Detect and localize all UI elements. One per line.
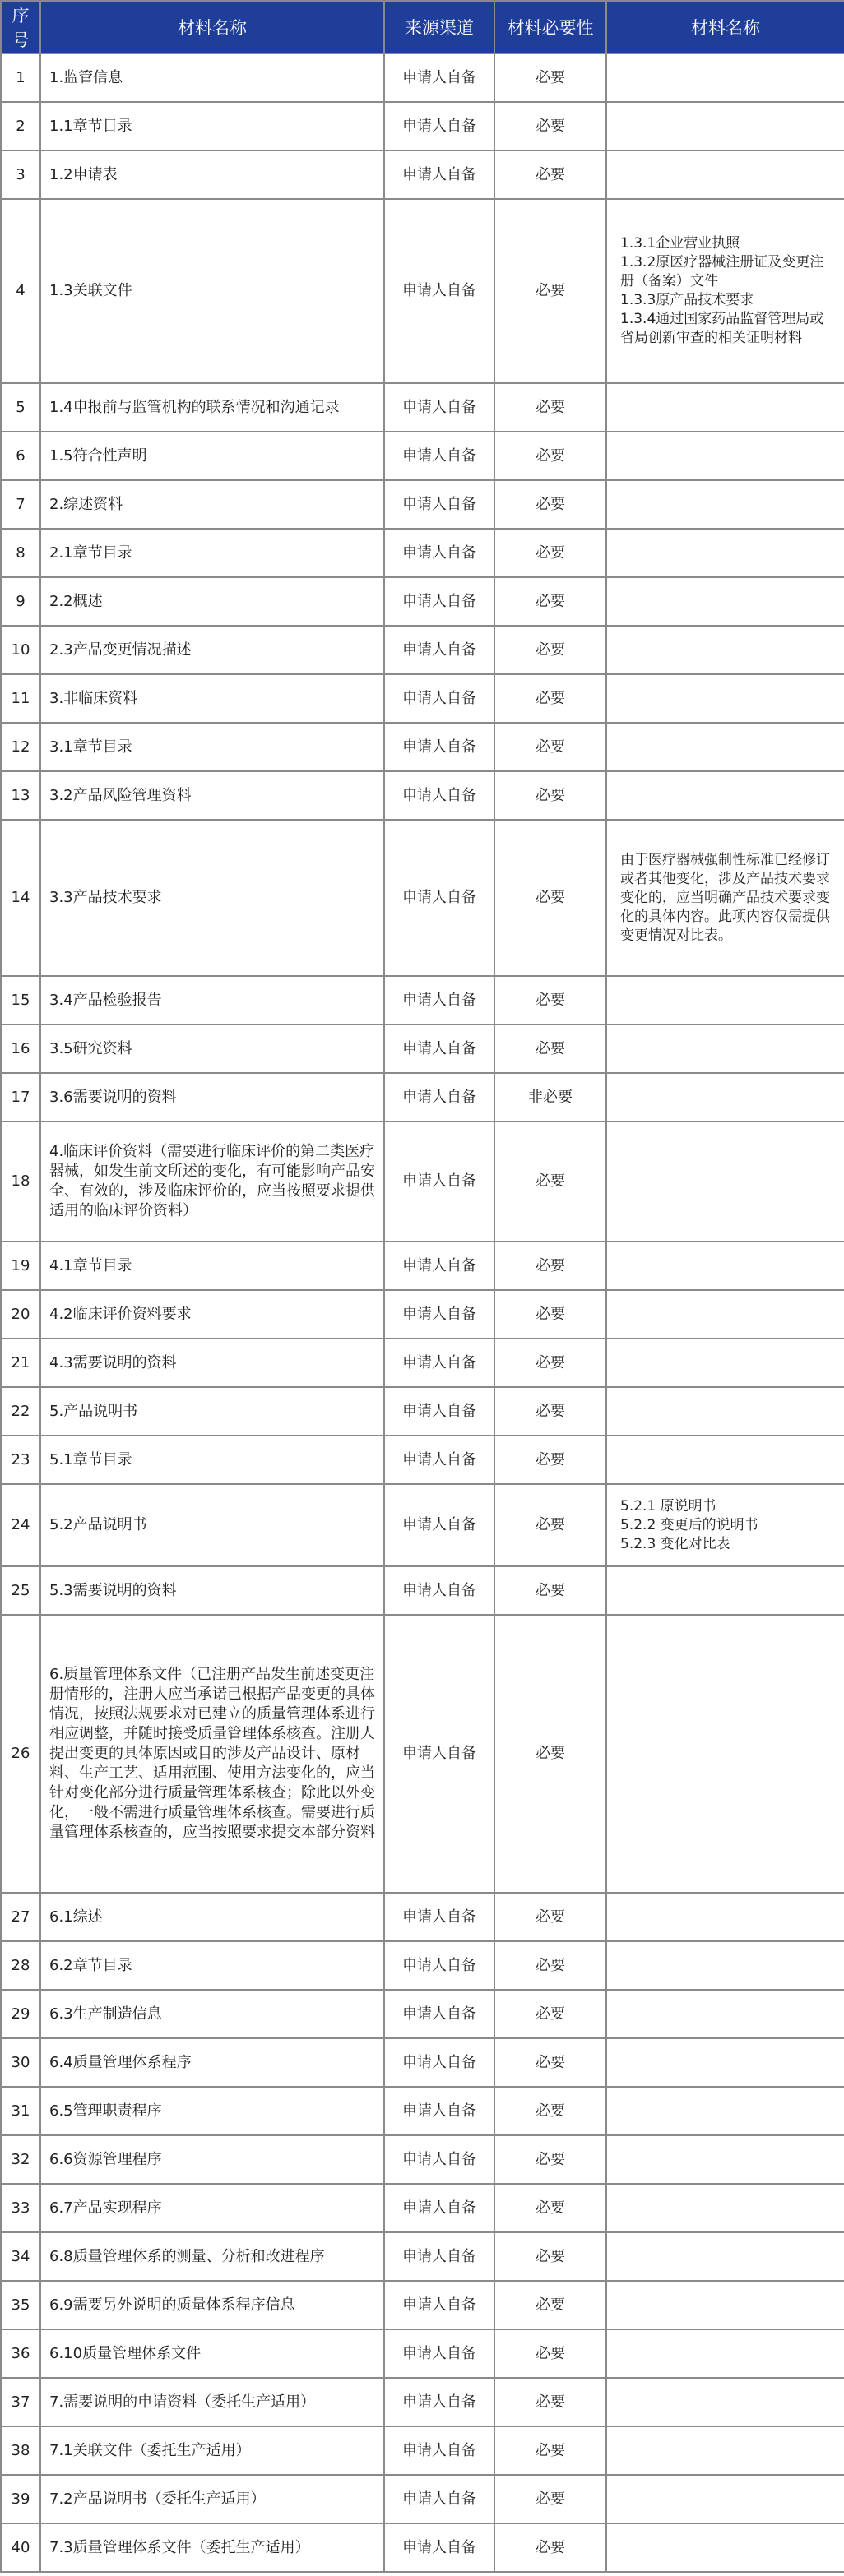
- row-material-detail: [606, 1339, 844, 1387]
- row-necessity: 非必要: [494, 1073, 606, 1122]
- row-necessity: 必要: [494, 2038, 606, 2087]
- header-serial-number: 序号: [1, 1, 40, 53]
- row-source-channel: 申请人自备: [384, 771, 494, 820]
- row-material-name: 1.5符合性声明: [40, 432, 384, 480]
- row-necessity: 必要: [494, 53, 606, 102]
- row-serial-number: 4: [1, 199, 40, 383]
- header-source-channel: 来源渠道: [384, 1, 494, 53]
- row-necessity: 必要: [494, 2135, 606, 2184]
- row-source-channel: 申请人自备: [384, 480, 494, 529]
- row-necessity: 必要: [494, 771, 606, 820]
- row-material-name: 3.6需要说明的资料: [40, 1073, 384, 1122]
- row-necessity: 必要: [494, 2426, 606, 2475]
- row-necessity: 必要: [494, 1024, 606, 1073]
- row-material-detail: [606, 383, 844, 432]
- row-material-name: 4.1章节目录: [40, 1242, 384, 1290]
- row-material-name: 7.需要说明的申请资料（委托生产适用）: [40, 2378, 384, 2426]
- row-material-name: 6.7产品实现程序: [40, 2184, 384, 2232]
- row-necessity: 必要: [494, 1893, 606, 1941]
- row-material-detail: [606, 1073, 844, 1122]
- row-material-detail: [606, 480, 844, 529]
- row-necessity: 必要: [494, 1941, 606, 1990]
- table-row: [1, 2281, 844, 2329]
- row-material-detail: [606, 432, 844, 480]
- row-source-channel: 申请人自备: [384, 1024, 494, 1073]
- row-necessity: 必要: [494, 820, 606, 976]
- table-row: [1, 53, 844, 102]
- row-material-name: 6.2章节目录: [40, 1941, 384, 1990]
- row-material-detail: [606, 102, 844, 150]
- row-necessity: 必要: [494, 2087, 606, 2135]
- row-material-name: 1.2申请表: [40, 150, 384, 199]
- table-row: [1, 2523, 844, 2572]
- row-source-channel: 申请人自备: [384, 53, 494, 102]
- row-source-channel: 申请人自备: [384, 1290, 494, 1339]
- row-necessity: 必要: [494, 1436, 606, 1484]
- row-serial-number: 9: [1, 577, 40, 626]
- row-material-name: 6.3生产制造信息: [40, 1990, 384, 2038]
- row-material-detail: [606, 674, 844, 723]
- row-serial-number: 40: [1, 2523, 40, 2572]
- row-serial-number: 26: [1, 1615, 40, 1893]
- row-material-detail: [606, 2135, 844, 2184]
- row-necessity: 必要: [494, 1484, 606, 1566]
- row-material-detail: [606, 1387, 844, 1436]
- row-necessity: 必要: [494, 626, 606, 674]
- row-serial-number: 33: [1, 2184, 40, 2232]
- row-source-channel: 申请人自备: [384, 2087, 494, 2135]
- row-source-channel: 申请人自备: [384, 1615, 494, 1893]
- table-body: [1, 53, 844, 2572]
- row-material-detail: [606, 2378, 844, 2426]
- row-source-channel: 申请人自备: [384, 432, 494, 480]
- row-serial-number: 5: [1, 383, 40, 432]
- table-row: [1, 1073, 844, 1122]
- row-material-name: 6.4质量管理体系程序: [40, 2038, 384, 2087]
- row-material-detail: [606, 1566, 844, 1615]
- row-material-detail: [606, 1290, 844, 1339]
- table-row: [1, 1122, 844, 1242]
- row-serial-number: 20: [1, 1290, 40, 1339]
- row-necessity: 必要: [494, 976, 606, 1024]
- row-necessity: 必要: [494, 2184, 606, 2232]
- row-material-name: 2.2概述: [40, 577, 384, 626]
- row-serial-number: 24: [1, 1484, 40, 1566]
- row-source-channel: 申请人自备: [384, 2232, 494, 2281]
- row-material-detail: [606, 53, 844, 102]
- row-source-channel: 申请人自备: [384, 2135, 494, 2184]
- row-necessity: 必要: [494, 1990, 606, 2038]
- row-source-channel: 申请人自备: [384, 1122, 494, 1242]
- row-necessity: 必要: [494, 432, 606, 480]
- row-serial-number: 29: [1, 1990, 40, 2038]
- row-serial-number: 18: [1, 1122, 40, 1242]
- row-serial-number: 34: [1, 2232, 40, 2281]
- row-material-name: 1.监管信息: [40, 53, 384, 102]
- row-material-name: 6.5管理职责程序: [40, 2087, 384, 2135]
- row-material-name: 3.5研究资料: [40, 1024, 384, 1073]
- row-material-name: 6.1综述: [40, 1893, 384, 1941]
- row-material-detail: [606, 2038, 844, 2087]
- row-serial-number: 32: [1, 2135, 40, 2184]
- row-serial-number: 27: [1, 1893, 40, 1941]
- row-material-detail: [606, 976, 844, 1024]
- row-serial-number: 28: [1, 1941, 40, 1990]
- table-row: [1, 626, 844, 674]
- row-material-detail: [606, 150, 844, 199]
- row-source-channel: 申请人自备: [384, 1893, 494, 1941]
- row-source-channel: 申请人自备: [384, 102, 494, 150]
- row-material-detail: [606, 1436, 844, 1484]
- row-serial-number: 8: [1, 529, 40, 577]
- row-material-detail: [606, 2475, 844, 2523]
- row-source-channel: 申请人自备: [384, 1387, 494, 1436]
- row-source-channel: 申请人自备: [384, 1073, 494, 1122]
- row-material-name: 5.2产品说明书: [40, 1484, 384, 1566]
- table-row: [1, 1566, 844, 1615]
- row-serial-number: 25: [1, 1566, 40, 1615]
- table-row: [1, 1893, 844, 1941]
- table-row: [1, 771, 844, 820]
- table-row: [1, 480, 844, 529]
- row-source-channel: 申请人自备: [384, 2281, 494, 2329]
- row-serial-number: 2: [1, 102, 40, 150]
- row-serial-number: 37: [1, 2378, 40, 2426]
- row-serial-number: 12: [1, 723, 40, 771]
- row-necessity: 必要: [494, 2232, 606, 2281]
- table-row: [1, 383, 844, 432]
- row-source-channel: 申请人自备: [384, 723, 494, 771]
- row-serial-number: 17: [1, 1073, 40, 1122]
- row-material-name: 5.1章节目录: [40, 1436, 384, 1484]
- row-material-detail: [606, 1893, 844, 1941]
- row-source-channel: 申请人自备: [384, 2378, 494, 2426]
- row-serial-number: 16: [1, 1024, 40, 1073]
- row-serial-number: 39: [1, 2475, 40, 2523]
- table-row: [1, 2329, 844, 2378]
- table-row: [1, 1339, 844, 1387]
- table-row: [1, 2184, 844, 2232]
- row-necessity: 必要: [494, 723, 606, 771]
- row-serial-number: 31: [1, 2087, 40, 2135]
- table-row: [1, 1290, 844, 1339]
- table-row: [1, 674, 844, 723]
- row-necessity: 必要: [494, 1242, 606, 1290]
- row-source-channel: 申请人自备: [384, 626, 494, 674]
- row-material-detail: [606, 626, 844, 674]
- table-row: [1, 1436, 844, 1484]
- row-serial-number: 30: [1, 2038, 40, 2087]
- row-source-channel: 申请人自备: [384, 2329, 494, 2378]
- table-row: [1, 2475, 844, 2523]
- row-material-detail: 5.2.1 原说明书 5.2.2 变更后的说明书 5.2.3 变化对比表: [606, 1484, 844, 1566]
- row-serial-number: 38: [1, 2426, 40, 2475]
- row-material-detail: [606, 1024, 844, 1073]
- header-material-detail: 材料名称: [606, 1, 844, 53]
- row-necessity: 必要: [494, 383, 606, 432]
- row-material-detail: [606, 723, 844, 771]
- row-material-name: 3.3产品技术要求: [40, 820, 384, 976]
- row-material-name: 4.2临床评价资料要求: [40, 1290, 384, 1339]
- row-material-name: 7.2产品说明书（委托生产适用）: [40, 2475, 384, 2523]
- row-material-name: 5.产品说明书: [40, 1387, 384, 1436]
- row-serial-number: 35: [1, 2281, 40, 2329]
- table-row: [1, 723, 844, 771]
- header-material-name: 材料名称: [40, 1, 384, 53]
- row-material-name: 6.9需要另外说明的质量体系程序信息: [40, 2281, 384, 2329]
- table-row: [1, 1615, 844, 1893]
- row-source-channel: 申请人自备: [384, 1990, 494, 2038]
- row-material-name: 5.3需要说明的资料: [40, 1566, 384, 1615]
- row-source-channel: 申请人自备: [384, 1436, 494, 1484]
- row-material-detail: [606, 2087, 844, 2135]
- row-necessity: 必要: [494, 2523, 606, 2572]
- row-material-name: 6.8质量管理体系的测量、分析和改进程序: [40, 2232, 384, 2281]
- row-serial-number: 10: [1, 626, 40, 674]
- row-source-channel: 申请人自备: [384, 674, 494, 723]
- row-material-detail: [606, 2523, 844, 2572]
- row-source-channel: 申请人自备: [384, 2426, 494, 2475]
- row-necessity: 必要: [494, 529, 606, 577]
- row-material-name: 3.4产品检验报告: [40, 976, 384, 1024]
- table-row: [1, 577, 844, 626]
- row-source-channel: 申请人自备: [384, 383, 494, 432]
- row-material-detail: 1.3.1企业营业执照 1.3.2原医疗器械注册证及变更注册（备案）文件 1.3.3原产品技术要求 1.3.4通过国家药品监督管理局或省局创新审查的相关证明材料: [606, 199, 844, 383]
- row-material-detail: [606, 1941, 844, 1990]
- row-material-detail: [606, 2426, 844, 2475]
- row-source-channel: 申请人自备: [384, 2475, 494, 2523]
- row-necessity: 必要: [494, 102, 606, 150]
- row-serial-number: 14: [1, 820, 40, 976]
- header-necessity: 材料必要性: [494, 1, 606, 53]
- row-material-name: 6.10质量管理体系文件: [40, 2329, 384, 2378]
- row-serial-number: 36: [1, 2329, 40, 2378]
- row-source-channel: 申请人自备: [384, 820, 494, 976]
- row-material-name: 2.1章节目录: [40, 529, 384, 577]
- row-source-channel: 申请人自备: [384, 1242, 494, 1290]
- row-necessity: 必要: [494, 674, 606, 723]
- row-necessity: 必要: [494, 2329, 606, 2378]
- table-header-row: [1, 1, 844, 53]
- row-source-channel: 申请人自备: [384, 2184, 494, 2232]
- row-material-name: 4.临床评价资料（需要进行临床评价的第二类医疗器械，如发生前文所述的变化，有可能影响产品安全、有效的，涉及临床评价的，应当按照要求提供适用的临床评价资料）: [40, 1122, 384, 1242]
- row-material-detail: [606, 2232, 844, 2281]
- row-source-channel: 申请人自备: [384, 150, 494, 199]
- row-necessity: 必要: [494, 199, 606, 383]
- row-necessity: 必要: [494, 1566, 606, 1615]
- row-material-name: 2.3产品变更情况描述: [40, 626, 384, 674]
- row-source-channel: 申请人自备: [384, 2523, 494, 2572]
- table-row: [1, 2378, 844, 2426]
- table-row: [1, 529, 844, 577]
- row-source-channel: 申请人自备: [384, 529, 494, 577]
- row-necessity: 必要: [494, 2378, 606, 2426]
- row-necessity: 必要: [494, 2281, 606, 2329]
- table-row: [1, 1024, 844, 1073]
- row-necessity: 必要: [494, 2475, 606, 2523]
- row-necessity: 必要: [494, 480, 606, 529]
- row-source-channel: 申请人自备: [384, 1484, 494, 1566]
- row-material-name: 1.1章节目录: [40, 102, 384, 150]
- row-necessity: 必要: [494, 577, 606, 626]
- table-row: [1, 820, 844, 976]
- row-material-detail: [606, 577, 844, 626]
- row-material-detail: [606, 1615, 844, 1893]
- table-row: [1, 432, 844, 480]
- table-row: [1, 1242, 844, 1290]
- row-material-name: 3.非临床资料: [40, 674, 384, 723]
- table-row: [1, 976, 844, 1024]
- row-material-name: 1.3关联文件: [40, 199, 384, 383]
- row-source-channel: 申请人自备: [384, 2038, 494, 2087]
- row-necessity: 必要: [494, 1615, 606, 1893]
- table-row: [1, 1387, 844, 1436]
- row-serial-number: 7: [1, 480, 40, 529]
- row-source-channel: 申请人自备: [384, 577, 494, 626]
- row-material-name: 3.2产品风险管理资料: [40, 771, 384, 820]
- row-necessity: 必要: [494, 1290, 606, 1339]
- row-material-name: 3.1章节目录: [40, 723, 384, 771]
- row-source-channel: 申请人自备: [384, 1941, 494, 1990]
- row-source-channel: 申请人自备: [384, 976, 494, 1024]
- table-row: [1, 1941, 844, 1990]
- row-material-name: 4.3需要说明的资料: [40, 1339, 384, 1387]
- row-material-detail: [606, 1242, 844, 1290]
- row-serial-number: 11: [1, 674, 40, 723]
- row-material-detail: [606, 2281, 844, 2329]
- row-serial-number: 6: [1, 432, 40, 480]
- row-material-detail: 由于医疗器械强制性标准已经修订或者其他变化，涉及产品技术要求变化的，应当明确产品技术要求变化的具体内容。此项内容仅需提供变更情况对比表。: [606, 820, 844, 976]
- table-row: [1, 2087, 844, 2135]
- row-necessity: 必要: [494, 1339, 606, 1387]
- row-necessity: 必要: [494, 150, 606, 199]
- table-row: [1, 150, 844, 199]
- row-material-detail: [606, 529, 844, 577]
- table-row: [1, 2426, 844, 2475]
- row-material-detail: [606, 1990, 844, 2038]
- row-material-detail: [606, 771, 844, 820]
- row-material-name: 6.质量管理体系文件（已注册产品发生前述变更注册情形的，注册人应当承诺已根据产品变更的具体情况，按照法规要求对已建立的质量管理体系进行相应调整，并随时接受质量管理体系核查。注册人提出变更的具体原因或目的涉及产品设计、原材料、生产工艺、适用范围、使用方法变化的，应当针对变化部分进行质量管理体系核查；除此以外变化，一般不需进行质量管理体系核查。需要进行质量管理体系核查的，应当按照要求提交本部分资料: [40, 1615, 384, 1893]
- row-material-detail: [606, 1122, 844, 1242]
- row-serial-number: 23: [1, 1436, 40, 1484]
- table-row: [1, 2038, 844, 2087]
- row-serial-number: 15: [1, 976, 40, 1024]
- row-material-name: 7.1关联文件（委托生产适用）: [40, 2426, 384, 2475]
- table-row: [1, 2232, 844, 2281]
- row-material-name: 2.综述资料: [40, 480, 384, 529]
- row-serial-number: 1: [1, 53, 40, 102]
- row-necessity: 必要: [494, 1387, 606, 1436]
- row-material-name: 1.4申报前与监管机构的联系情况和沟通记录: [40, 383, 384, 432]
- row-serial-number: 3: [1, 150, 40, 199]
- row-necessity: 必要: [494, 1122, 606, 1242]
- table-row: [1, 102, 844, 150]
- row-serial-number: 19: [1, 1242, 40, 1290]
- row-source-channel: 申请人自备: [384, 1339, 494, 1387]
- row-source-channel: 申请人自备: [384, 1566, 494, 1615]
- row-serial-number: 21: [1, 1339, 40, 1387]
- table-row: [1, 2135, 844, 2184]
- row-material-name: 7.3质量管理体系文件（委托生产适用）: [40, 2523, 384, 2572]
- row-serial-number: 22: [1, 1387, 40, 1436]
- row-material-detail: [606, 2184, 844, 2232]
- table-row: [1, 199, 844, 383]
- table-row: [1, 1484, 844, 1566]
- row-source-channel: 申请人自备: [384, 199, 494, 383]
- table-row: [1, 1990, 844, 2038]
- row-material-detail: [606, 2329, 844, 2378]
- row-serial-number: 13: [1, 771, 40, 820]
- row-material-name: 6.6资源管理程序: [40, 2135, 384, 2184]
